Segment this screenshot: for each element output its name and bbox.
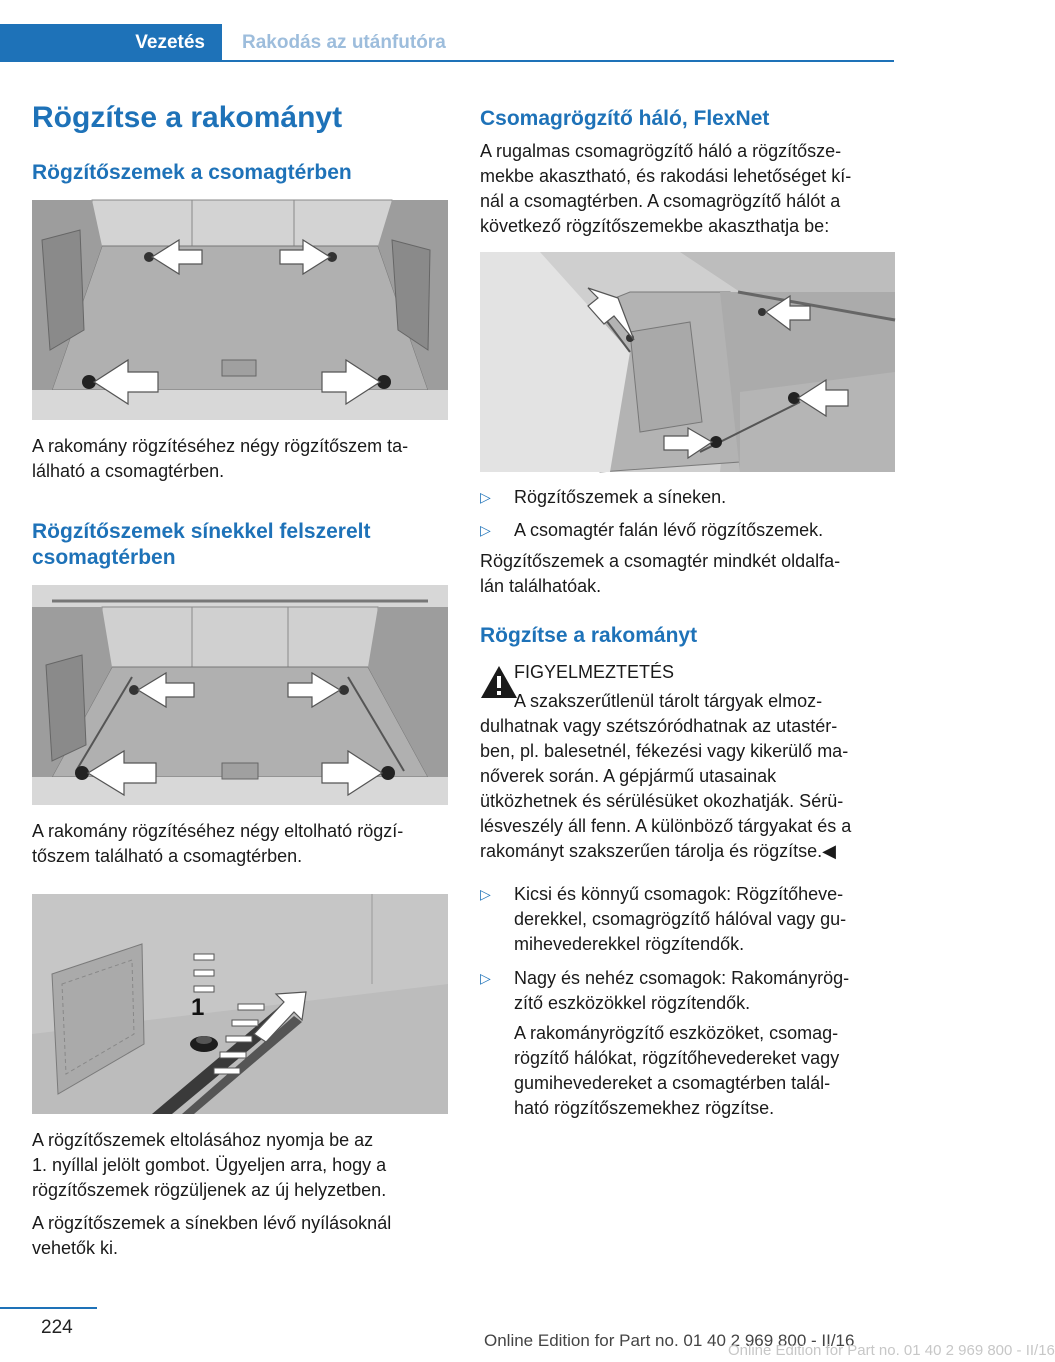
arrow-icon — [664, 428, 712, 458]
list-item: ▷ Rögzítőszemek a síneken. — [480, 485, 896, 511]
footer-rule — [0, 1307, 97, 1309]
image3-caption: A rögzítőszemek eltolásához nyomja be az 1. nyíllal jelölt gombot. Ügyeljen arra, hogy a rögzítőszemek rögzüljenek az új helyzetben. — [32, 1130, 387, 1200]
warning-title: FIGYELMEZTETÉS — [514, 662, 675, 682]
after-bullets-text: Rögzítőszemek a csomagtér mindkét oldalfa- lán találhatóak. — [480, 551, 841, 596]
image3-note: A rögzítőszemek a sínekben lévő nyílásoknál vehetők ki. — [32, 1213, 392, 1258]
arrow-icon — [94, 360, 158, 404]
image1-caption: A rakomány rögzítéséhez négy rögzítőszem ta- lálható a csomagtérben. — [32, 436, 409, 481]
warning-triangle-icon — [480, 664, 518, 700]
callout-1: 1 — [191, 994, 205, 1021]
triangle-right-icon: ▷ — [480, 970, 491, 986]
warning-text: dulhatnak vagy szétszóródhatnak az utastér- ben, pl. balesetnél, fékezési vagy kikerülő ma- nőverek során. A gépjármű utasainak ütközhetnek és sérülésüket okozhatják. Sérü- lésveszély áll fenn. A különböző tárgyakat és a rakományt szakszerűen tárolja és rögzítse.◀ — [480, 716, 852, 861]
flexnet-intro: A rugalmas csomagrögzítő háló a rögzítősze- mekbe akasztható, és rakodási lehetőséget kí- nál a csomagtérben. A csomagrögzítő hálót a következő rögzítőszemekbe akaszthatja be: — [480, 141, 852, 236]
tab-vezetes[interactable] — [0, 24, 222, 62]
tab-rakodas[interactable] — [222, 24, 894, 62]
bullet2-followup: A rakományrögzítő eszközöket, csomag- rögzítő hálókat, rögzítőhevedereket vagy gumihevedereket a csomagtérben talál- ható rögzítőszemekhez rögzítse. — [514, 1023, 840, 1118]
arrow-icon — [588, 288, 634, 340]
arrow-icon — [288, 673, 340, 707]
arrow-icon — [138, 673, 194, 707]
image-rail-detail — [32, 894, 448, 1114]
arrow-icon — [280, 240, 330, 274]
triangle-right-icon: ▷ — [480, 522, 491, 538]
arrow-icon — [152, 240, 202, 274]
arrow-icon — [322, 360, 380, 404]
header-rule — [222, 60, 894, 62]
page-title: Rögzítse a rakományt — [32, 101, 343, 134]
page-number: 224 — [41, 1317, 73, 1338]
image-boot-eyes — [32, 200, 448, 420]
triangle-right-icon: ▷ — [480, 489, 491, 505]
warning-line1: A szakszerűtlenül tárolt tárgyak elmoz- — [514, 691, 823, 711]
tab-rakodas-label: Rakodás az utánfutóra — [242, 32, 446, 53]
section-heading-eyes: Rögzítőszemek a csomagtérben — [32, 161, 352, 184]
subheading-secure: Rögzítse a rakományt — [480, 624, 698, 647]
triangle-right-icon: ▷ — [480, 886, 491, 902]
arrow-icon — [88, 751, 156, 795]
list-item: ▷ Kicsi és könnyű csomagok: Rögzítőheve- derekkel, csomagrögzítő hálóval vagy gu- mihevederekkel rögzítendők. — [480, 884, 847, 954]
image-boot-rails — [32, 585, 448, 805]
tab-vezetes-label: Vezetés — [135, 32, 205, 53]
arrow-icon — [798, 380, 848, 416]
section-heading-flexnet: Csomagrögzítő háló, FlexNet — [480, 107, 770, 130]
image-boot-side — [480, 252, 895, 472]
section-heading-rails: Rögzítőszemek sínekkel felszerelt csomagtérben — [32, 520, 371, 569]
image2-caption: A rakomány rögzítéséhez négy eltolható rögzí- tőszem található a csomagtérben. — [32, 821, 404, 866]
list-item: ▷ Nagy és nehéz csomagok: Rakományrög- zítő eszközökkel rögzítendők. — [480, 968, 850, 1013]
list-item: ▷ A csomagtér falán lévő rögzítőszemek. — [480, 518, 896, 544]
arrow-icon — [766, 296, 810, 330]
watermark: Online Edition for Part no. 01 40 2 969 800 - II/16 — [728, 1342, 1055, 1359]
arrow-icon — [322, 751, 382, 795]
edition-note: Online Edition for Part no. 01 40 2 969 800 - II/16 — [484, 1331, 855, 1350]
